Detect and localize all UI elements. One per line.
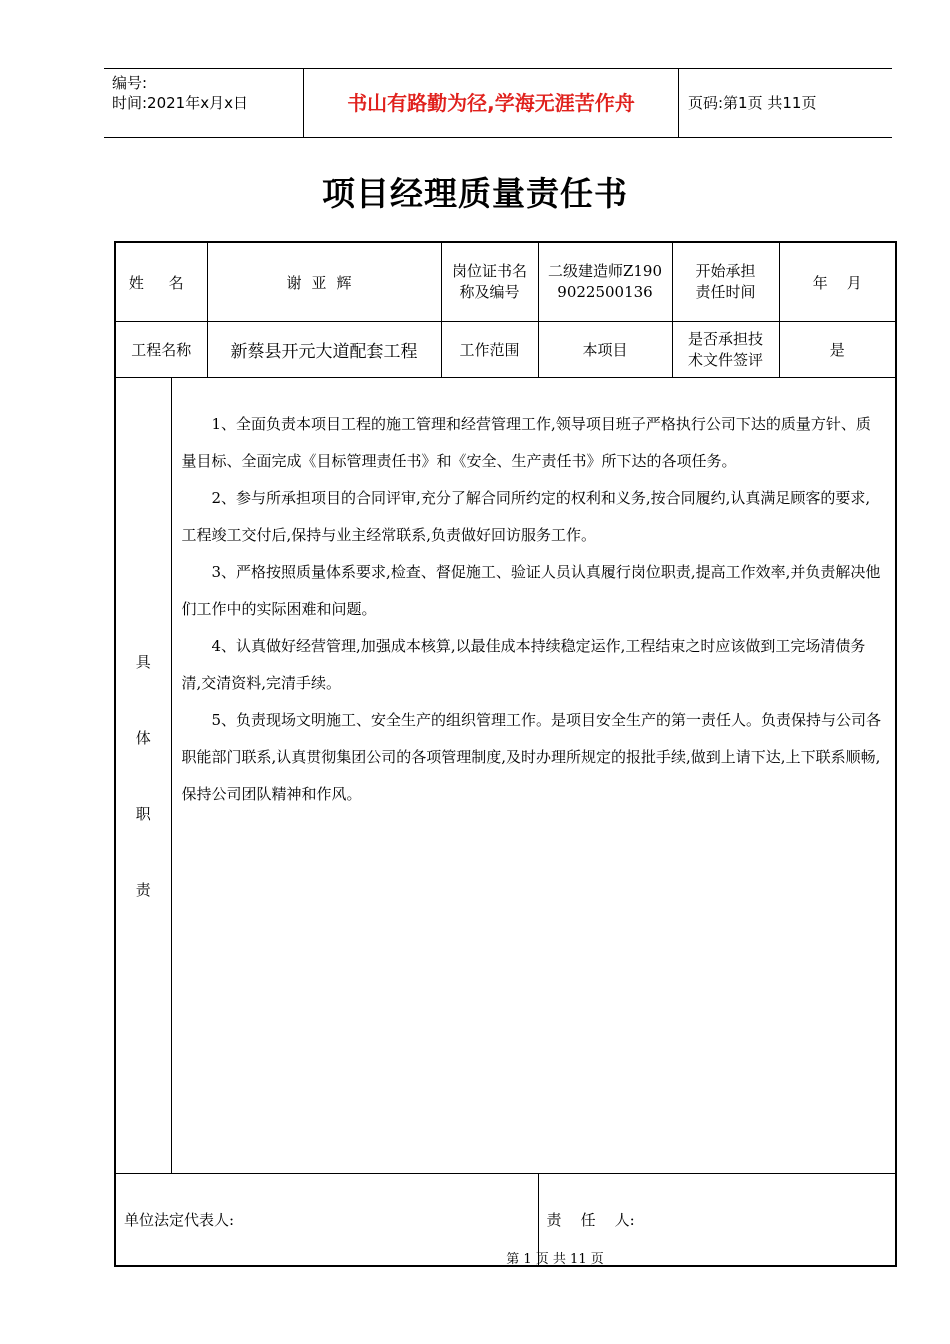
- form-row-identity: [115, 242, 896, 322]
- duty-item: 2、参与所承担项目的合同评审,充分了解合同所约定的权利和义务,按合同履约,认真满足顾客的要求,工程竣工交付后,保持与业主经常联系,负责做好回访服务工作。: [181, 489, 871, 544]
- header-motto: 书山有路勤为径,学海无涯苦作舟: [347, 91, 635, 115]
- form-row-duties: [115, 378, 896, 1174]
- scope-value: 本项目: [538, 322, 672, 378]
- name-label: 姓 名: [115, 242, 207, 322]
- header-divider: [678, 69, 679, 137]
- duties-side-char: 体: [135, 728, 151, 747]
- legal-rep-signature: 单位法定代表人:: [115, 1174, 538, 1267]
- name-value: 谢亚辉: [207, 242, 441, 322]
- document-title: 项目经理质量责任书: [322, 174, 628, 213]
- header-meta: [112, 73, 248, 113]
- responsible-person-signature: 责 任 人:: [538, 1174, 896, 1267]
- review-label: 是否承担技术文件签评: [672, 322, 779, 378]
- duties-side-label: [115, 378, 171, 1174]
- duty-item: 4、认真做好经营管理,加强成本核算,以最佳成本持续稳定运作,工程结束之时应该做到工完场清债务清,交清资料,完清手续。: [181, 637, 866, 692]
- scope-label: 工作范围: [441, 322, 538, 378]
- duties-content: [171, 378, 896, 1174]
- start-time-label: 开始承担责任时间: [672, 242, 779, 322]
- duty-item: 5、负责现场文明施工、安全生产的组织管理工作。是项目安全生产的第一责任人。负责保持与公司各职能部门联系,认真贯彻集团公司的各项管理制度,及时办理所规定的报批手续,做到上请下达,上下联系顺畅,保持公司团队精神和作风。: [181, 711, 882, 803]
- number-label: 编号:: [112, 74, 148, 92]
- header-page-label: 页码:第1页 共11页: [688, 94, 817, 112]
- document-header: [104, 68, 892, 138]
- start-time-value: 年 月: [779, 242, 896, 322]
- cert-value: 二级建造师Z1909022500136: [538, 242, 672, 322]
- form-row-project: [115, 322, 896, 378]
- duties-side-char: 职: [135, 804, 151, 823]
- duty-item: 3、严格按照质量体系要求,检查、督促施工、验证人员认真履行岗位职责,提高工作效率,并负责解决他们工作中的实际困难和问题。: [181, 563, 881, 618]
- duties-side-char: 具: [135, 652, 151, 671]
- review-value: 是: [779, 322, 896, 378]
- time-label: 时间:2021年x月x日: [112, 94, 248, 112]
- responsibility-form: [114, 241, 897, 1267]
- page-footer: 第 1 页 共 11 页: [506, 1252, 604, 1267]
- duties-side-char: 责: [135, 880, 151, 899]
- project-value: 新蔡县开元大道配套工程: [207, 322, 441, 378]
- duty-item: 1、全面负责本项目工程的施工管理和经营管理工作,领导项目班子严格执行公司下达的质量方针、质量目标、全面完成《目标管理责任书》和《安全、生产责任书》所下达的各项任务。: [181, 415, 871, 470]
- cert-label: 岗位证书名称及编号: [441, 242, 538, 322]
- project-label: 工程名称: [115, 322, 207, 378]
